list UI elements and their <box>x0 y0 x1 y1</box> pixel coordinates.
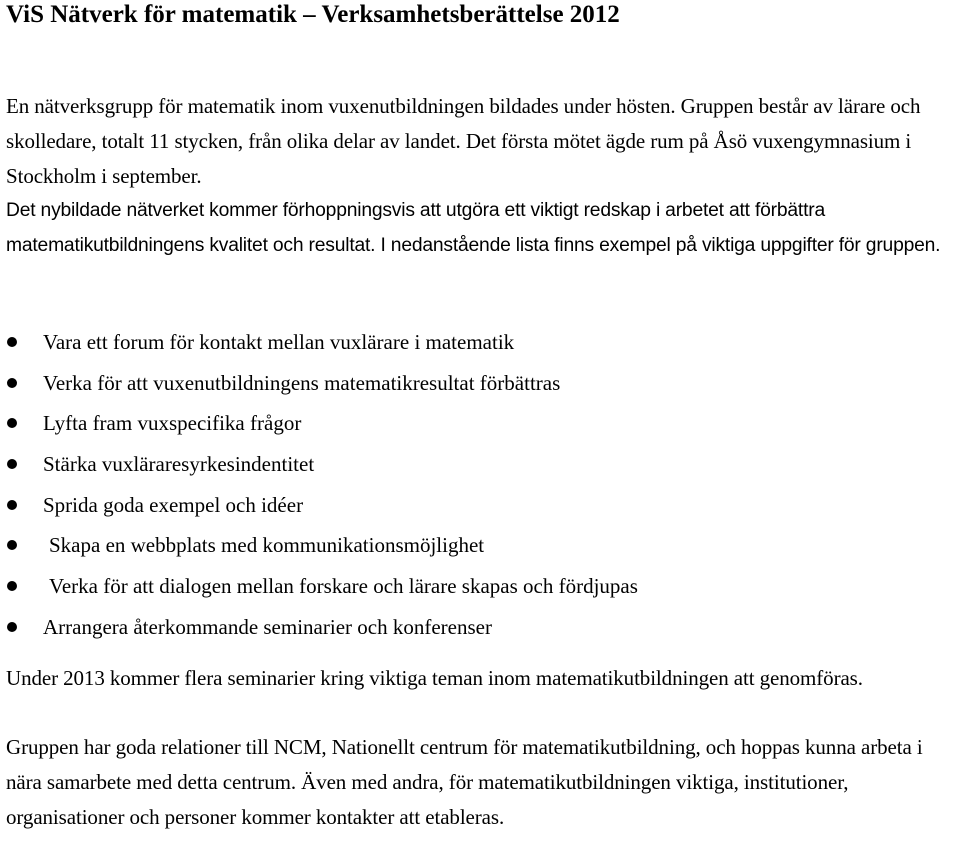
task-text: Stärka vuxläraresyrkesindentitet <box>43 452 315 477</box>
intro-paragraph: En nätverksgrupp för matematik inom vuxenutbildningen bildades under hösten. Gruppen består av lärare och skolledare, totalt 11 stycken, från olika delar av landet. Det första mötet ägde rum på Åsö vuxengymnasium i Stockholm i september. <box>6 94 921 188</box>
list-item <box>6 566 956 607</box>
bullet-icon <box>7 622 17 632</box>
task-text: Verka för att dialogen mellan forskare och lärare skapas och fördjupas <box>49 574 638 599</box>
bullet-icon <box>7 540 17 550</box>
bullet-icon <box>7 500 17 510</box>
task-text: Vara ett forum för kontakt mellan vuxlärare i matematik <box>43 330 515 354</box>
bullet-icon <box>7 378 17 388</box>
task-text: Verka för att vuxenutbildningens matematikresultat förbättras <box>43 370 561 395</box>
bullet-icon <box>7 337 17 347</box>
list-item <box>6 607 956 648</box>
task-list <box>6 322 956 648</box>
relations-paragraph: Gruppen har goda relationer till NCM, Nationellt centrum för matematikutbildning, och hoppas kunna arbeta i nära samarbete med detta centrum. Även med andra, för matematikutbildningen viktiga, institutioner, organisationer och personer kommer kontakter att etableras. <box>6 735 923 829</box>
bullet-icon <box>7 581 17 591</box>
list-item <box>6 444 956 485</box>
task-text: Sprida goda exempel och idéer <box>43 492 304 517</box>
list-item <box>6 525 956 566</box>
plans-paragraph: Under 2013 kommer flera seminarier kring viktiga teman inom matematikutbildningen att genomföras. <box>6 666 863 690</box>
task-text: Skapa en webbplats med kommunikationsmöjlighet <box>49 533 485 558</box>
list-item <box>6 403 956 444</box>
purpose-paragraph: Det nybildade nätverket kommer förhoppningsvis att utgöra ett viktigt redskap i arbetet att förbättra matematikutbildningens kvalitet och resultat. I nedanstående lista finns exempel på viktiga uppgifter för gruppen. <box>6 200 941 256</box>
list-item <box>6 363 956 404</box>
task-text: Lyfta fram vuxspecifika frågor <box>43 411 302 436</box>
document-title: ViS Nätverk för matematik – Verksamhetsberättelse 2012 <box>6 1 620 28</box>
task-text: Arrangera återkommande seminarier och konferenser <box>43 614 492 639</box>
list-item <box>6 485 956 526</box>
bullet-icon <box>7 418 17 428</box>
bullet-icon <box>7 459 17 469</box>
list-item <box>6 322 956 363</box>
